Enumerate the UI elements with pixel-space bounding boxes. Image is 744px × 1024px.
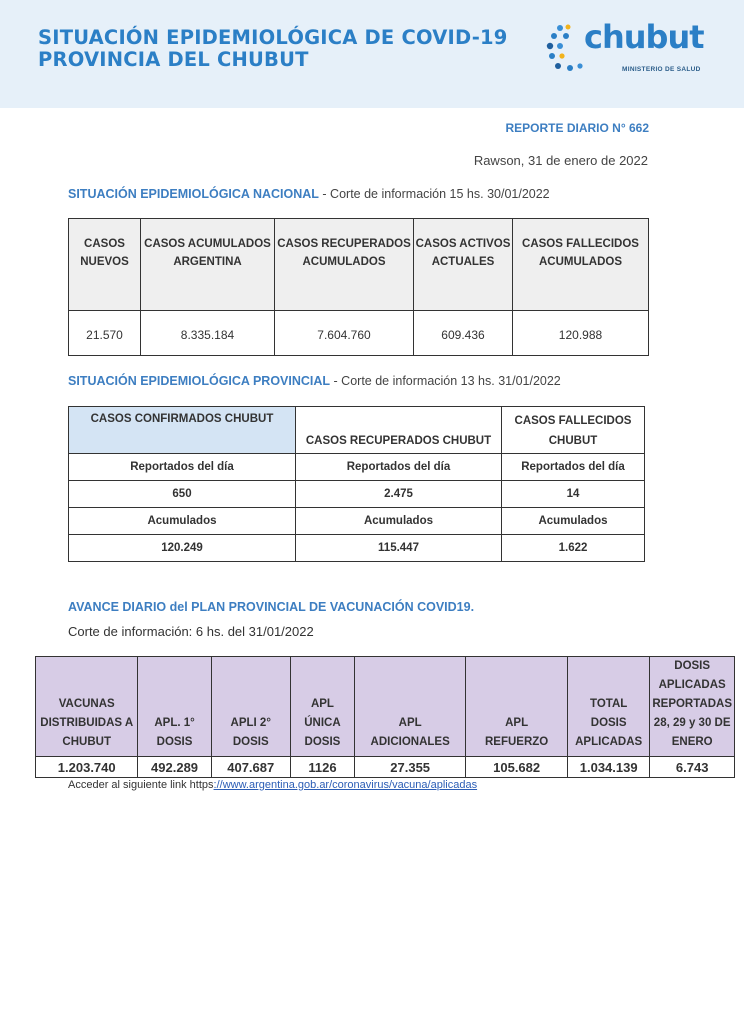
- table-header-cell: APL ÚNICA DOSIS: [290, 657, 354, 757]
- vacunacion-heading: [68, 600, 474, 614]
- logo-subtitle: MINISTERIO DE SALUD: [622, 66, 701, 73]
- table-header-cell: APL. 1° DOSIS: [138, 657, 211, 757]
- table-row: [69, 535, 645, 562]
- nacional-heading-title: SITUACIÓN EPIDEMIOLÓGICA NACIONAL: [68, 187, 319, 201]
- table-cell: 14: [502, 481, 645, 508]
- table-header-row: [69, 407, 645, 454]
- vacunacion-table: [35, 656, 735, 778]
- table-cell: 609.436: [414, 311, 513, 356]
- table-header-cell: APL ADICIONALES: [355, 657, 466, 757]
- nacional-table: [68, 218, 649, 356]
- report-place-date: Rawson, 31 de enero de 2022: [473, 153, 648, 168]
- logo-swirl-icon: [546, 22, 586, 78]
- table-cell: 27.355: [355, 757, 466, 778]
- table-header-cell: CASOS RECUPERADOS CHUBUT: [296, 407, 502, 454]
- table-header-cell: CASOS FALLECIDOS ACUMULADOS: [513, 219, 649, 311]
- vacunacion-heading-title: AVANCE DIARIO del PLAN PROVINCIAL DE VACUNACIÓN COVID19.: [68, 600, 475, 614]
- table-cell: 105.682: [466, 757, 568, 778]
- table-cell: 492.289: [138, 757, 211, 778]
- table-cell: 21.570: [69, 311, 141, 356]
- table-cell: 7.604.760: [275, 311, 414, 356]
- table-row: [69, 454, 645, 481]
- table-cell: Reportados del día: [296, 454, 502, 481]
- nacional-cut: - Corte de información 15 hs. 30/01/2022: [318, 187, 550, 201]
- table-row: [69, 481, 645, 508]
- report-number: REPORTE DIARIO N° 662: [505, 121, 649, 135]
- table-cell: 1.203.740: [36, 757, 138, 778]
- table-cell: 6.743: [650, 757, 735, 778]
- table-header-row: [36, 657, 735, 757]
- provincial-cut: - Corte de información 13 hs. 31/01/2022: [330, 374, 561, 388]
- table-header-cell: APL REFUERZO: [466, 657, 568, 757]
- table-cell: 407.687: [211, 757, 290, 778]
- table-header-cell: CASOS FALLECIDOS CHUBUT: [502, 407, 645, 454]
- table-cell: 1126: [290, 757, 354, 778]
- table-cell: Acumulados: [502, 508, 645, 535]
- chubut-logo: [546, 20, 706, 82]
- provincial-table: [68, 406, 645, 562]
- table-cell: 2.475: [296, 481, 502, 508]
- table-cell: 1.034.139: [568, 757, 650, 778]
- table-header-cell: CASOS CONFIRMADOS CHUBUT: [69, 407, 296, 454]
- table-cell: Acumulados: [69, 508, 296, 535]
- table-header-cell: TOTAL DOSIS APLICADAS: [568, 657, 650, 757]
- table-header-cell: CASOS ACTIVOS ACTUALES: [414, 219, 513, 311]
- note-prefix: Acceder al siguiente link https: [68, 779, 214, 791]
- table-header-cell: CASOS RECUPERADOS ACUMULADOS: [275, 219, 414, 311]
- provincial-heading-title: SITUACIÓN EPIDEMIOLÓGICA PROVINCIAL: [68, 374, 331, 388]
- table-header-cell: CASOS ACUMULADOS ARGENTINA: [141, 219, 275, 311]
- table-cell: 120.988: [513, 311, 649, 356]
- table-header-cell: APLI 2° DOSIS: [211, 657, 290, 757]
- vaccine-link-note: [68, 779, 477, 791]
- table-header-row: [69, 219, 649, 311]
- table-cell: Reportados del día: [502, 454, 645, 481]
- vacunacion-cut: Corte de información: 6 hs. del 31/01/2022: [68, 624, 314, 639]
- page-title-line2: PROVINCIA DEL CHUBUT: [38, 48, 309, 71]
- table-row: [36, 757, 735, 778]
- table-header-cell: CASOS NUEVOS: [69, 219, 141, 311]
- page-title-line1: SITUACIÓN EPIDEMIOLÓGICA DE COVID-19: [38, 26, 508, 49]
- table-cell: Reportados del día: [69, 454, 296, 481]
- header-banner: [0, 0, 744, 108]
- table-header-cell: VACUNAS DISTRIBUIDAS A CHUBUT: [36, 657, 138, 757]
- table-cell: 8.335.184: [141, 311, 275, 356]
- table-row: [69, 311, 649, 356]
- table-header-cell: DOSIS APLICADAS REPORTADAS 28, 29 y 30 DE ENERO: [650, 657, 735, 757]
- vaccine-link[interactable]: ://www.argentina.gob.ar/coronavirus/vacuna/aplicadas: [213, 779, 478, 791]
- table-cell: 650: [69, 481, 296, 508]
- logo-wordmark: chubut: [584, 18, 704, 56]
- table-cell: 1.622: [502, 535, 645, 562]
- table-row: [69, 508, 645, 535]
- nacional-heading: [68, 187, 550, 201]
- provincial-heading: [68, 374, 561, 388]
- table-cell: Acumulados: [296, 508, 502, 535]
- table-cell: 120.249: [69, 535, 296, 562]
- table-cell: 115.447: [296, 535, 502, 562]
